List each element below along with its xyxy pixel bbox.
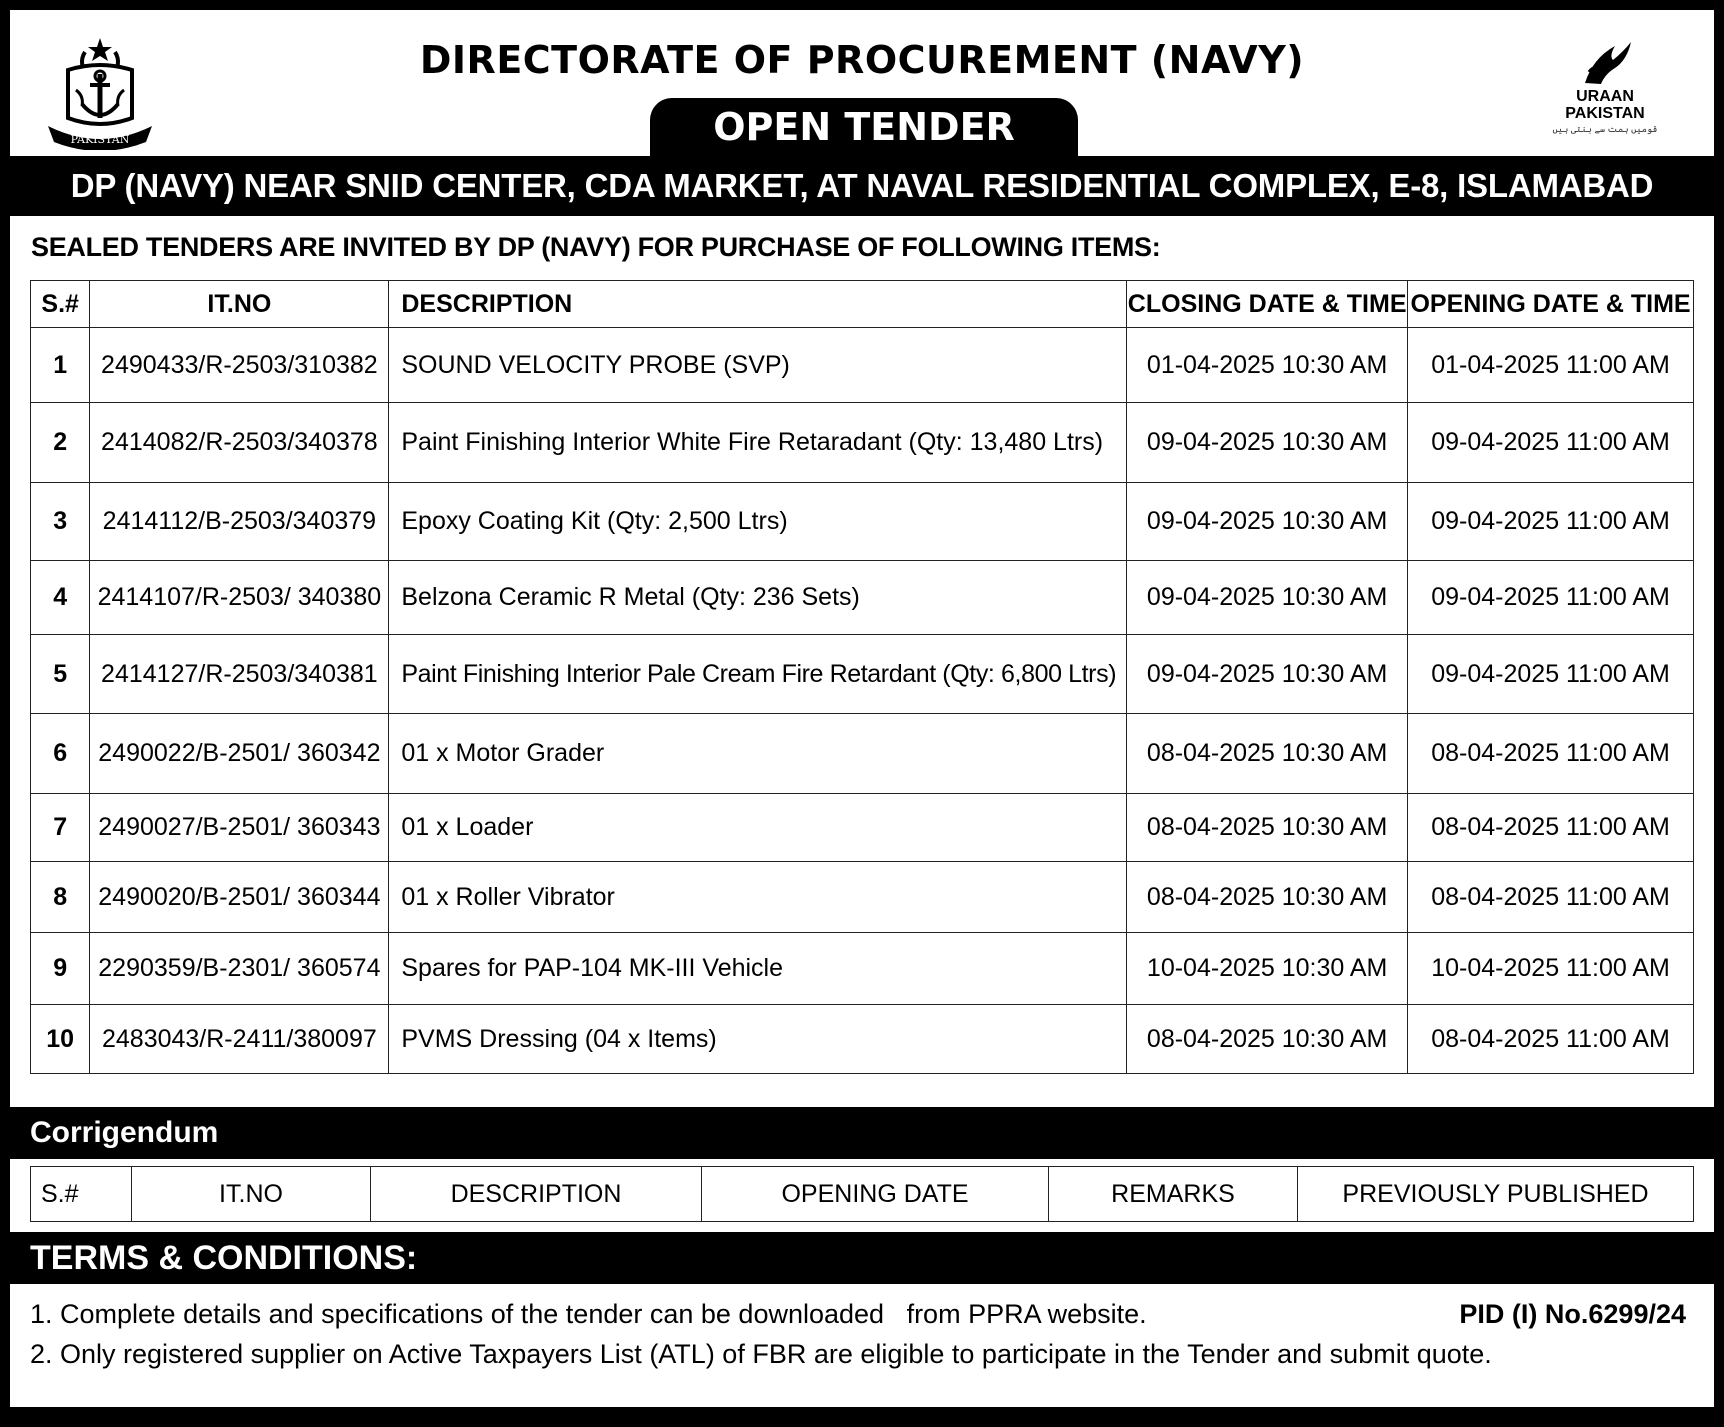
corrigendum-header-row xyxy=(31,1167,1694,1222)
cell-opening-date: 10-04-2025 11:00 AM xyxy=(1408,933,1694,1005)
cell-opening-date: 09-04-2025 11:00 AM xyxy=(1408,483,1694,561)
page-title: DIRECTORATE OF PROCUREMENT (NAVY) xyxy=(419,38,1305,82)
cell-description: Paint Finishing Interior Pale Cream Fire Retardant (Qty: 6,800 Ltrs) xyxy=(389,635,1127,714)
cell-closing-date: 01-04-2025 10:30 AM xyxy=(1127,328,1408,403)
left-logo-text: PAKISTAN xyxy=(70,133,130,146)
table-header-row xyxy=(31,281,1694,328)
cell-description: PVMS Dressing (04 x Items) xyxy=(389,1005,1127,1074)
cell-closing-date: 08-04-2025 10:30 AM xyxy=(1127,862,1408,933)
open-tender-badge: OPEN TENDER xyxy=(650,98,1078,156)
cell-description: Paint Finishing Interior White Fire Retaradant (Qty: 13,480 Ltrs) xyxy=(389,403,1127,483)
cell-closing-date: 10-04-2025 10:30 AM xyxy=(1127,933,1408,1005)
cell-opening-date: 09-04-2025 11:00 AM xyxy=(1408,635,1694,714)
table-row xyxy=(31,328,1694,403)
header-opening-date: OPENING DATE & TIME xyxy=(1408,281,1694,328)
cell-it-no: 2290359/B-2301/ 360574 xyxy=(90,933,389,1005)
cell-description: Spares for PAP-104 MK-III Vehicle xyxy=(389,933,1127,1005)
cell-sn: 9 xyxy=(31,933,90,1005)
terms-item: 2. Only registered supplier on Active Taxpayers List (ATL) of FBR are eligible to participate in the Tender and submit quote. xyxy=(30,1339,1492,1369)
cell-it-no: 2490027/B-2501/ 360343 xyxy=(90,794,389,862)
table-row xyxy=(31,794,1694,862)
cell-sn: 5 xyxy=(31,635,90,714)
table-row xyxy=(31,933,1694,1005)
header xyxy=(10,10,1714,155)
cell-it-no: 2490020/B-2501/ 360344 xyxy=(90,862,389,933)
table-row xyxy=(31,635,1694,714)
corr-header-sn: S.# xyxy=(31,1167,132,1222)
table-row xyxy=(31,403,1694,483)
cell-description: SOUND VELOCITY PROBE (SVP) xyxy=(389,328,1127,403)
cell-sn: 2 xyxy=(31,403,90,483)
table-row xyxy=(31,714,1694,794)
header-description: DESCRIPTION xyxy=(389,281,1127,328)
cell-description: 01 x Roller Vibrator xyxy=(389,862,1127,933)
terms-item: 1. Complete details and specifications of the tender can be downloaded from PPRA website. xyxy=(30,1299,1147,1329)
cell-opening-date: 09-04-2025 11:00 AM xyxy=(1408,403,1694,483)
corr-header-description: DESCRIPTION xyxy=(371,1167,702,1222)
corr-header-previously-published: PREVIOUSLY PUBLISHED xyxy=(1298,1167,1694,1222)
urdu-tagline: قومیں ہمت سے بنتی ہیں xyxy=(1552,124,1658,134)
eagle-icon xyxy=(1575,38,1635,88)
cell-closing-date: 09-04-2025 10:30 AM xyxy=(1127,561,1408,635)
cell-it-no: 2414127/R-2503/340381 xyxy=(90,635,389,714)
invitation-text: SEALED TENDERS ARE INVITED BY DP (NAVY) FOR PURCHASE OF FOLLOWING ITEMS: xyxy=(31,232,1161,262)
table-row xyxy=(31,862,1694,933)
cell-description: Belzona Ceramic R Metal (Qty: 236 Sets) xyxy=(389,561,1127,635)
cell-sn: 10 xyxy=(31,1005,90,1074)
cell-opening-date: 01-04-2025 11:00 AM xyxy=(1408,328,1694,403)
terms-list xyxy=(30,1294,1492,1374)
corr-header-it-no: IT.NO xyxy=(132,1167,371,1222)
cell-closing-date: 08-04-2025 10:30 AM xyxy=(1127,794,1408,862)
cell-description: 01 x Motor Grader xyxy=(389,714,1127,794)
corr-header-opening-date: OPENING DATE xyxy=(702,1167,1049,1222)
cell-sn: 1 xyxy=(31,328,90,403)
terms-heading: TERMS & CONDITIONS: xyxy=(10,1232,1714,1284)
cell-it-no: 2490022/B-2501/ 360342 xyxy=(90,714,389,794)
pid-number: PID (I) No.6299/24 xyxy=(1459,1299,1686,1329)
cell-sn: 8 xyxy=(31,862,90,933)
cell-it-no: 2490433/R-2503/310382 xyxy=(90,328,389,403)
cell-opening-date: 08-04-2025 11:00 AM xyxy=(1408,1005,1694,1074)
cell-closing-date: 08-04-2025 10:30 AM xyxy=(1127,1005,1408,1074)
corr-header-remarks: REMARKS xyxy=(1049,1167,1298,1222)
cell-opening-date: 08-04-2025 11:00 AM xyxy=(1408,794,1694,862)
cell-it-no: 2414082/R-2503/340378 xyxy=(90,403,389,483)
corrigendum-heading: Corrigendum xyxy=(10,1107,1714,1159)
header-closing-date: CLOSING DATE & TIME xyxy=(1127,281,1408,328)
header-it-no: IT.NO xyxy=(90,281,389,328)
pakistan-text: PAKISTAN xyxy=(1565,105,1645,122)
cell-closing-date: 08-04-2025 10:30 AM xyxy=(1127,714,1408,794)
cell-closing-date: 09-04-2025 10:30 AM xyxy=(1127,483,1408,561)
address-bar: DP (NAVY) NEAR SNID CENTER, CDA MARKET, AT NAVAL RESIDENTIAL COMPLEX, E-8, ISLAMABAD xyxy=(10,156,1714,216)
cell-closing-date: 09-04-2025 10:30 AM xyxy=(1127,635,1408,714)
cell-sn: 3 xyxy=(31,483,90,561)
cell-sn: 6 xyxy=(31,714,90,794)
header-sn: S.# xyxy=(31,281,90,328)
cell-opening-date: 08-04-2025 11:00 AM xyxy=(1408,862,1694,933)
corrigendum-table xyxy=(30,1166,1694,1222)
tender-items-table xyxy=(30,280,1694,1074)
cell-closing-date: 09-04-2025 10:30 AM xyxy=(1127,403,1408,483)
cell-it-no: 2483043/R-2411/380097 xyxy=(90,1005,389,1074)
cell-description: 01 x Loader xyxy=(389,794,1127,862)
cell-opening-date: 08-04-2025 11:00 AM xyxy=(1408,714,1694,794)
cell-it-no: 2414107/R-2503/ 340380 xyxy=(90,561,389,635)
tender-notice xyxy=(10,10,1714,1407)
cell-sn: 7 xyxy=(31,794,90,862)
table-row xyxy=(31,483,1694,561)
uraan-pakistan-logo xyxy=(1550,38,1660,158)
cell-it-no: 2414112/B-2503/340379 xyxy=(90,483,389,561)
uraan-text: URAAN xyxy=(1576,88,1634,105)
table-row xyxy=(31,561,1694,635)
cell-sn: 4 xyxy=(31,561,90,635)
cell-opening-date: 09-04-2025 11:00 AM xyxy=(1408,561,1694,635)
cell-description: Epoxy Coating Kit (Qty: 2,500 Ltrs) xyxy=(389,483,1127,561)
table-row xyxy=(31,1005,1694,1074)
